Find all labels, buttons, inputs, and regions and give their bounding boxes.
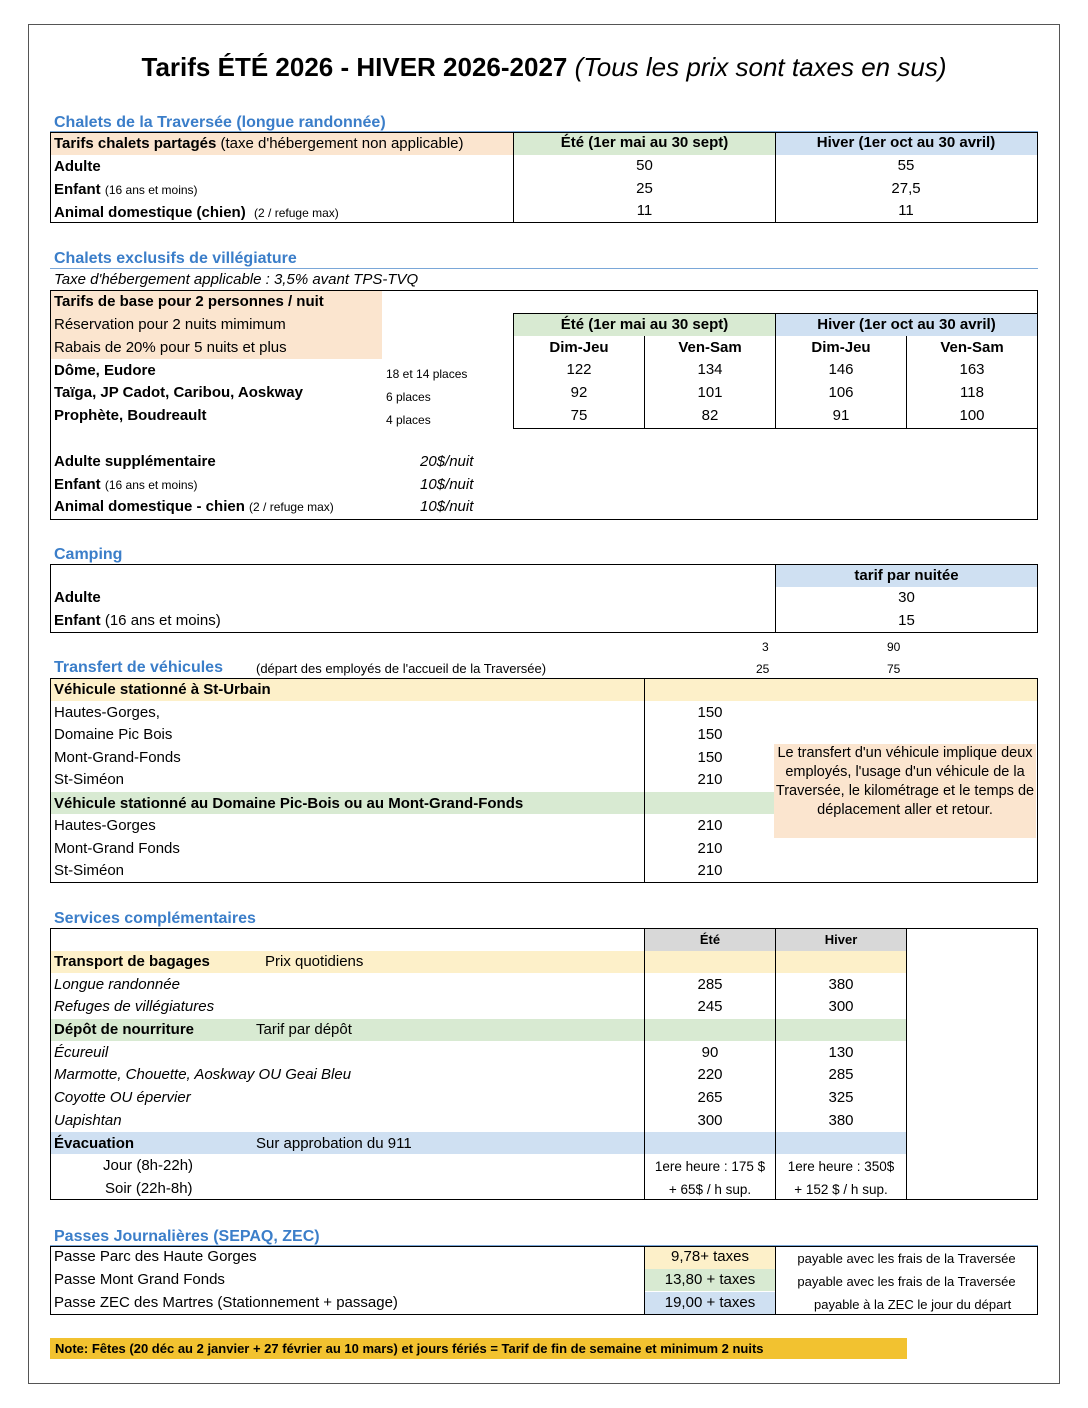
traverse-row-winter: 27,5 [891,180,921,197]
pass-note: payable avec les frais de la Traversée [797,1274,1016,1289]
rate-cell: 146 [828,361,854,378]
service-group-note: Tarif par dépôt [256,1021,352,1038]
service-row-summer: 90 [701,1044,719,1061]
evac-fill [51,1132,906,1154]
transfer-row-label: Mont-Grand-Fonds [54,749,181,766]
transfer-row-label: Hautes-Gorges [54,817,156,834]
traverse-label: Tarifs chalets partagés (taxe d'hébergement non applicable) [54,135,464,152]
service-row-winter: 380 [828,1112,854,1129]
traverse-col-summer: Été (1er mai au 30 sept) [560,134,729,151]
transfer-row-value: 210 [697,771,723,788]
subcol-header: Dim-Jeu [549,339,609,356]
section-rule [50,268,1038,269]
exclusive-col-summer: Été (1er mai au 30 sept) [560,316,729,333]
camping-col-header: tarif par nuitée [854,567,959,584]
chalet-places: 4 places [386,413,431,427]
service-row-summer: + 65$ / h sup. [668,1182,752,1197]
service-row-label: Coyotte OU épervier [54,1089,191,1106]
service-row-summer: 300 [697,1112,723,1129]
transfer-row-value: 210 [697,862,723,879]
transfer-row-value: 150 [697,704,723,721]
service-row-label: Soir (22h-8h) [105,1180,193,1197]
transfer-group-label: Véhicule stationné au Domaine Pic-Bois ou au Mont-Grand-Fonds [54,795,524,812]
traverse-row-label: Animal domestique (chien) (2 / refuge max) [54,204,339,221]
transfer-group-label: Véhicule stationné à St-Urbain [54,681,271,698]
service-row-winter: 130 [828,1044,854,1061]
service-row-winter: 380 [828,976,854,993]
service-row-winter: 285 [828,1066,854,1083]
rate-cell: 106 [828,384,854,401]
service-row-winter: 1ere heure : 350$ [787,1159,895,1174]
transfer-row-label: St-Siméon [54,771,125,788]
transfer-subheading: (départ des employés de l'accueil de la Traversée) [256,661,547,676]
transfer-row-value: 150 [697,749,723,766]
service-row-winter: 325 [828,1089,854,1106]
service-row-label: Longue randonnée [54,976,180,993]
rate-cell: 118 [960,384,984,401]
section-heading-transfer: Transfert de véhicules [54,659,223,676]
rate-cell: 82 [701,407,719,424]
stray-value: 90 [887,640,901,654]
traverse-row-summer: 50 [636,157,653,174]
pass-label: Passe ZEC des Martres (Stationnement + passage) [54,1294,398,1311]
pass-price: 13,80 + taxes [664,1271,756,1288]
exclusive-col-winter: Hiver (1er oct au 30 avril) [817,316,996,333]
service-group-note: Prix quotidiens [265,953,364,970]
extra-price: 10$/nuit [420,498,474,515]
rate-cell: 122 [566,361,592,378]
chalet-name: Taïga, JP Cadot, Caribou, Aoskway [54,384,303,401]
extra-label: Animal domestique - chien (2 / refuge max) [54,498,334,515]
section-heading-camping: Camping [54,546,123,563]
pass-price: 9,78+ taxes [671,1248,749,1265]
stray-value: 75 [887,662,901,676]
rate-cell: 92 [570,384,588,401]
service-row-label: Uapishtan [54,1112,122,1129]
rate-cell: 163 [959,361,985,378]
service-row-label: Refuges de villégiatures [54,998,215,1015]
camping-row-label: Adulte [54,589,101,606]
camping-row-value: 30 [898,589,915,606]
traverse-row-winter: 11 [898,202,914,219]
tax-note: Taxe d'hébergement applicable : 3,5% avant TPS-TVQ [54,271,419,288]
service-row-winter: 300 [828,998,854,1015]
traverse-row-label: Enfant (16 ans et moins) [54,181,198,198]
transfer-row-label: Domaine Pic Bois [54,726,173,743]
service-group-label: Dépôt de nourriture [54,1021,195,1038]
service-row-summer: 245 [697,998,723,1015]
extra-label: Enfant (16 ans et moins) [54,476,198,493]
transfer-row-value: 150 [697,726,723,743]
page-title: Tarifs ÉTÉ 2026 - HIVER 2026-2027 (Tous les prix sont taxes en sus) [141,52,947,82]
pass-label: Passe Parc des Haute Gorges [54,1248,257,1265]
service-row-label: Jour (8h-22h) [103,1157,194,1174]
section-heading-traverse: Chalets de la Traversée (longue randonnée) [54,114,386,131]
transfer-row-value: 210 [697,817,723,834]
camping-row-label: Enfant (16 ans et moins) [54,612,221,629]
subcol-header: Ven-Sam [940,339,1004,356]
extra-label: Adulte supplémentaire [54,453,216,470]
service-row-label: Marmotte, Chouette, Aoskway OU Geai Bleu [54,1066,352,1083]
service-row-label: Écureuil [54,1044,109,1061]
extra-price: 10$/nuit [420,476,474,493]
traverse-col-winter: Hiver (1er oct au 30 avril) [816,134,996,151]
service-row-summer: 220 [697,1066,723,1083]
chalet-name: Prophète, Boudreault [54,407,207,424]
services-col-winter: Hiver [824,932,858,947]
pass-label: Passe Mont Grand Fonds [54,1271,225,1288]
rate-cell: 101 [697,384,723,401]
services-col-summer: Été [699,932,721,947]
col-divider [906,928,907,1200]
service-group-label: Évacuation [54,1135,135,1152]
traverse-row-winter: 55 [897,157,915,174]
chalet-places: 6 places [386,390,431,404]
transfer-note: Le transfert d'un véhicule implique deux employés, l'usage d'un véhicule de la Traversée, le kilométrage et le temps de déplacement aller et retour. [774,744,1036,838]
discount-label: Rabais de 20% pour 5 nuits et plus [54,339,287,356]
rate-cell: 100 [959,407,985,424]
pass-note: payable avec les frais de la Traversée [797,1251,1016,1266]
traverse-row-summer: 25 [636,180,653,197]
footer-note: Note: Fêtes (20 déc au 2 janvier + 27 février au 10 mars) et jours fériés = Tarif de fin de semaine et minimum 2 nuits [55,1341,764,1356]
traverse-row-summer: 11 [636,202,653,219]
transfer-row-label: Hautes-Gorges, [54,704,160,721]
service-row-summer: 1ere heure : 175 $ [654,1159,766,1174]
subcol-header: Dim-Jeu [811,339,871,356]
chalet-places: 18 et 14 places [386,367,468,381]
section-heading-services: Services complémentaires [54,910,256,927]
rate-cell: 91 [832,407,850,424]
stray-value: 3 [762,640,769,654]
transfer-row-label: Mont-Grand Fonds [54,840,180,857]
camping-row-value: 15 [898,612,915,629]
rate-cell: 134 [697,361,723,378]
chalet-name: Dôme, Eudore [54,362,156,379]
section-heading-exclusive: Chalets exclusifs de villégiature [54,250,297,267]
subcol-header: Ven-Sam [678,339,742,356]
transfer-row-label: St-Siméon [54,862,125,879]
section-heading-passes: Passes Journalières (SEPAQ, ZEC) [54,1228,320,1245]
min-nights-label: Réservation pour 2 nuits mimimum [54,316,286,333]
extra-price: 20$/nuit [420,453,474,470]
traverse-row-label: Adulte [54,158,101,175]
service-row-summer: 265 [697,1089,723,1106]
service-group-label: Transport de bagages [54,953,210,970]
page-subtitle: (Tous les prix sont taxes en sus) [574,52,947,82]
pass-price: 19,00 + taxes [664,1294,756,1311]
base-rate-label: Tarifs de base pour 2 personnes / nuit [54,293,324,310]
rate-cell: 75 [570,407,588,424]
service-row-winter: + 152 $ / h sup. [794,1182,888,1197]
pass-note: payable à la ZEC le jour du départ [814,1297,1012,1312]
service-row-summer: 285 [697,976,723,993]
transfer-row-value: 210 [697,840,723,857]
service-group-note: Sur approbation du 911 [256,1135,412,1152]
stray-value: 25 [756,662,770,676]
